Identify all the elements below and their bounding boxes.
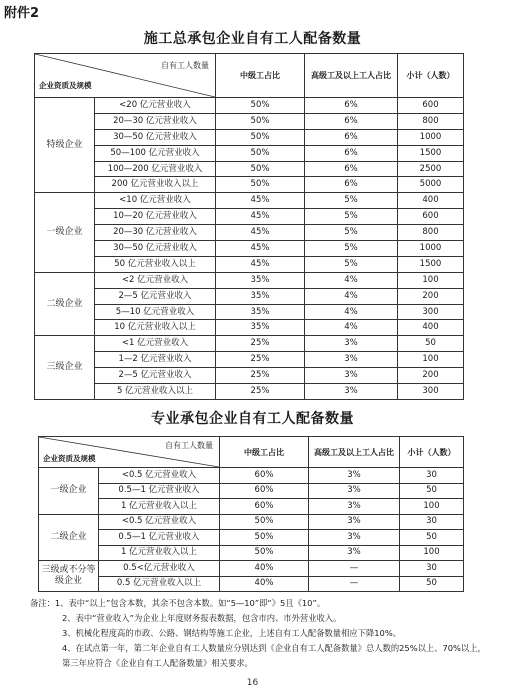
high-ratio-cell: 4% (305, 288, 398, 304)
high-ratio-cell: 5% (305, 241, 398, 257)
mid-ratio-cell: 50% (216, 145, 305, 161)
scale-cell: 30—50 亿元营业收入 (95, 241, 216, 257)
table-row (35, 98, 464, 114)
scale-cell: 1 亿元营业收入以上 (99, 545, 220, 561)
table-row (35, 177, 464, 193)
subtotal-cell: 2500 (398, 161, 464, 177)
high-ratio-cell: 3% (309, 545, 400, 561)
high-ratio-cell: 3% (305, 336, 398, 352)
table-row (35, 241, 464, 257)
group-name: 一级企业 (35, 193, 95, 272)
table-row (35, 272, 464, 288)
scale-cell: <2 亿元营业收入 (95, 272, 216, 288)
attachment-label: 附件2 (4, 6, 40, 21)
high-ratio-cell: 3% (309, 483, 400, 499)
scale-cell: 0.5 亿元营业收入以上 (99, 576, 220, 592)
scale-cell: 50 亿元营业收入以上 (95, 256, 216, 272)
scale-cell: 200 亿元营业收入以上 (95, 177, 216, 193)
subtotal-cell: 100 (398, 272, 464, 288)
table-row (35, 304, 464, 320)
table-row (35, 161, 464, 177)
group-name: 特级企业 (35, 98, 95, 193)
high-ratio-cell: 6% (305, 98, 398, 114)
table-row (35, 288, 464, 304)
mid-ratio-cell: 25% (216, 336, 305, 352)
mid-ratio-cell: 50% (216, 161, 305, 177)
high-ratio-cell: 6% (305, 177, 398, 193)
scale-cell: 100—200 亿元营业收入 (95, 161, 216, 177)
table-row (35, 384, 464, 400)
group-name: 一级企业 (39, 468, 99, 515)
subtotal-cell: 400 (398, 320, 464, 336)
high-ratio-cell: 6% (305, 113, 398, 129)
table-row (35, 225, 464, 241)
subtotal-cell: 600 (398, 209, 464, 225)
subtotal-cell: 300 (398, 384, 464, 400)
high-ratio-cell: — (309, 576, 400, 592)
mid-ratio-cell: 50% (216, 113, 305, 129)
table-row (35, 320, 464, 336)
scale-cell: 20—30 亿元营业收入 (95, 225, 216, 241)
header-qualification: 企业资质及规模 (39, 81, 92, 90)
table-row (39, 576, 464, 592)
high-ratio-cell: 4% (305, 272, 398, 288)
high-ratio-cell: 3% (309, 514, 400, 530)
note-2: 2、表中“营业收入”为企业上年度财务报表数据，包含市内、市外营业收入。 (62, 613, 342, 623)
note-1: 备注：1、表中“以上”包含本数，其余不包含本数。如“5—10”即“》5且《10”。 (30, 598, 326, 608)
mid-ratio-cell: 40% (220, 561, 309, 577)
mid-ratio-cell: 60% (220, 499, 309, 515)
scale-cell: 50—100 亿元营业收入 (95, 145, 216, 161)
subtotal-cell: 30 (400, 561, 464, 577)
high-ratio-cell: 6% (305, 145, 398, 161)
high-ratio-cell: 4% (305, 320, 398, 336)
table-row (35, 113, 464, 129)
high-ratio-cell: 5% (305, 209, 398, 225)
group-name: 三级或不分等级企业 (39, 561, 99, 592)
scale-cell: 2—5 亿元营业收入 (95, 368, 216, 384)
subtotal-cell: 800 (398, 113, 464, 129)
mid-ratio-cell: 50% (220, 530, 309, 546)
table-row (35, 256, 464, 272)
mid-ratio-cell: 50% (220, 545, 309, 561)
subtotal-cell: 30 (400, 468, 464, 484)
scale-cell: <0.5 亿元营业收入 (99, 514, 220, 530)
diagonal-header (35, 54, 216, 98)
scale-cell: 0.5—1 亿元营业收入 (99, 530, 220, 546)
mid-ratio-cell: 50% (216, 177, 305, 193)
header-qualification: 企业资质及规模 (43, 454, 96, 463)
mid-ratio-cell: 45% (216, 209, 305, 225)
high-ratio-cell: 6% (305, 161, 398, 177)
header-subtotal: 小计（人数） (398, 54, 464, 98)
mid-ratio-cell: 25% (216, 352, 305, 368)
mid-ratio-cell: 60% (220, 468, 309, 484)
mid-ratio-cell: 45% (216, 241, 305, 257)
subtotal-cell: 1000 (398, 241, 464, 257)
table1-title: 施工总承包企业自有工人配备数量 (143, 31, 362, 47)
high-ratio-cell: 6% (305, 129, 398, 145)
construction-contractor-table (34, 53, 464, 400)
scale-cell: 10—20 亿元营业收入 (95, 209, 216, 225)
header-high-ratio: 高级工及以上工人占比 (305, 54, 398, 98)
scale-cell: 0.5<亿元营业收入 (99, 561, 220, 577)
mid-ratio-cell: 25% (216, 368, 305, 384)
note-3: 3、机械化程度高的市政、公路、钢结构等施工企业，上述自有工人配备数量相应下降10%。 (62, 628, 402, 638)
table-row (35, 129, 464, 145)
table-row (39, 483, 464, 499)
subtotal-cell: 30 (400, 514, 464, 530)
subtotal-cell: 50 (400, 576, 464, 592)
scale-cell: 5—10 亿元营业收入 (95, 304, 216, 320)
subtotal-cell: 300 (398, 304, 464, 320)
subtotal-cell: 5000 (398, 177, 464, 193)
high-ratio-cell: 3% (305, 384, 398, 400)
subtotal-cell: 50 (400, 530, 464, 546)
subtotal-cell: 100 (398, 352, 464, 368)
table-row (35, 336, 464, 352)
mid-ratio-cell: 60% (220, 483, 309, 499)
mid-ratio-cell: 35% (216, 304, 305, 320)
high-ratio-cell: 3% (305, 368, 398, 384)
high-ratio-cell: 3% (305, 352, 398, 368)
table-row (39, 514, 464, 530)
group-name: 二级企业 (39, 514, 99, 561)
table-row (39, 499, 464, 515)
scale-cell: <1 亿元营业收入 (95, 336, 216, 352)
diagonal-header (39, 437, 220, 468)
scale-cell: <10 亿元营业收入 (95, 193, 216, 209)
mid-ratio-cell: 35% (216, 288, 305, 304)
scale-cell: 30—50 亿元营业收入 (95, 129, 216, 145)
high-ratio-cell: 5% (305, 256, 398, 272)
note-4: 4、在试点第一年，第二年企业自有工人数量应分别达到《企业自有工人配备数量》总人数的25%以上、70%以上，第三年应符合《企业自有工人配备数量》相关要求。 (62, 643, 486, 668)
header-mid-ratio: 中级工占比 (220, 437, 309, 468)
table-row (35, 368, 464, 384)
mid-ratio-cell: 50% (220, 514, 309, 530)
table-row (35, 209, 464, 225)
table-row (35, 145, 464, 161)
mid-ratio-cell: 45% (216, 193, 305, 209)
high-ratio-cell: 5% (305, 193, 398, 209)
scale-cell: 1—2 亿元营业收入 (95, 352, 216, 368)
header-subtotal: 小计（人数） (400, 437, 464, 468)
scale-cell: 1 亿元营业收入以上 (99, 499, 220, 515)
header-high-ratio: 高级工及以上工人占比 (309, 437, 400, 468)
subtotal-cell: 1500 (398, 256, 464, 272)
scale-cell: 10 亿元营业收入以上 (95, 320, 216, 336)
high-ratio-cell: — (309, 561, 400, 577)
high-ratio-cell: 3% (309, 530, 400, 546)
header-mid-ratio: 中级工占比 (216, 54, 305, 98)
subtotal-cell: 600 (398, 98, 464, 114)
subtotal-cell: 200 (398, 368, 464, 384)
mid-ratio-cell: 45% (216, 256, 305, 272)
high-ratio-cell: 5% (305, 225, 398, 241)
table-row (35, 193, 464, 209)
mid-ratio-cell: 35% (216, 320, 305, 336)
high-ratio-cell: 3% (309, 499, 400, 515)
mid-ratio-cell: 40% (220, 576, 309, 592)
subtotal-cell: 200 (398, 288, 464, 304)
scale-cell: 2—5 亿元营业收入 (95, 288, 216, 304)
table-row (39, 468, 464, 484)
header-worker-count: 自有工人数量 (161, 61, 209, 70)
mid-ratio-cell: 50% (216, 129, 305, 145)
header-worker-count: 自有工人数量 (165, 441, 213, 450)
subtotal-cell: 400 (398, 193, 464, 209)
scale-cell: 20—30 亿元营业收入 (95, 113, 216, 129)
table-row (39, 530, 464, 546)
specialty-contractor-table (38, 436, 464, 592)
group-name: 二级企业 (35, 272, 95, 336)
subtotal-cell: 100 (400, 499, 464, 515)
subtotal-cell: 50 (400, 483, 464, 499)
scale-cell: <20 亿元营业收入 (95, 98, 216, 114)
subtotal-cell: 1500 (398, 145, 464, 161)
mid-ratio-cell: 25% (216, 384, 305, 400)
table-row (39, 545, 464, 561)
notes (30, 596, 490, 671)
subtotal-cell: 50 (398, 336, 464, 352)
high-ratio-cell: 4% (305, 304, 398, 320)
page-number: 16 (246, 678, 259, 688)
scale-cell: 0.5—1 亿元营业收入 (99, 483, 220, 499)
subtotal-cell: 800 (398, 225, 464, 241)
subtotal-cell: 1000 (398, 129, 464, 145)
table2-title: 专业承包企业自有工人配备数量 (151, 411, 354, 427)
mid-ratio-cell: 45% (216, 225, 305, 241)
scale-cell: <0.5 亿元营业收入 (99, 468, 220, 484)
mid-ratio-cell: 50% (216, 98, 305, 114)
group-name: 三级企业 (35, 336, 95, 400)
mid-ratio-cell: 35% (216, 272, 305, 288)
high-ratio-cell: 3% (309, 468, 400, 484)
scale-cell: 5 亿元营业收入以上 (95, 384, 216, 400)
subtotal-cell: 100 (400, 545, 464, 561)
table-row (39, 561, 464, 577)
table-row (35, 352, 464, 368)
